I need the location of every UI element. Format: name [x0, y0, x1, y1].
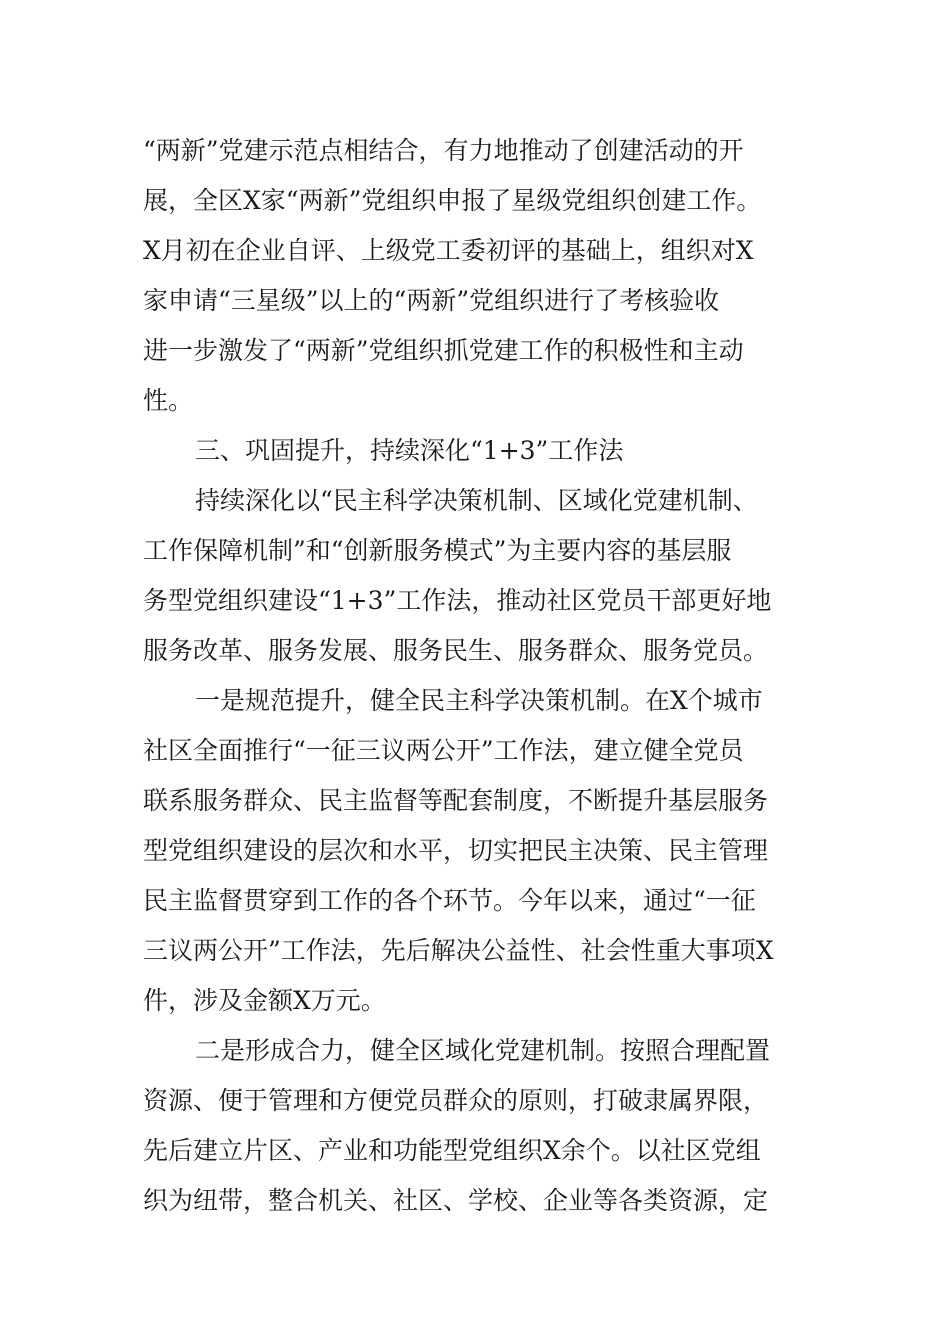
paragraph-line: 件，涉及金额X万元。 [143, 986, 386, 1015]
paragraph-line: 三议两公开”工作法，先后解决公益性、社会性重大事项X [143, 936, 774, 965]
paragraph-line: “两新”党建示范点相结合，有力地推动了创建活动的开 [143, 136, 744, 165]
paragraph-line: 织为纽带，整合机关、社区、学校、企业等各类资源，定 [143, 1186, 769, 1215]
paragraph-line: 持续深化以“民主科学决策机制、区域化党建机制、 [195, 486, 758, 515]
section-heading: 三、巩固提升，持续深化“1+3”工作法 [195, 436, 624, 465]
paragraph-line: 家申请“三星级”以上的“两新”党组织进行了考核验收 [143, 286, 720, 315]
paragraph-line: 务型党组织建设“1+3”工作法，推动社区党员干部更好地 [143, 586, 772, 615]
paragraph-line: 工作保障机制”和“创新服务模式”为主要内容的基层服 [143, 536, 732, 565]
paragraph-line: 进一步激发了“两新”党组织抓党建工作的积极性和主动 [143, 336, 744, 365]
paragraph-line: 民主监督贯穿到工作的各个环节。今年以来，通过“一征 [143, 886, 756, 915]
paragraph-line: 性。 [143, 386, 194, 415]
paragraph-line: 二是形成合力，健全区域化党建机制。按照合理配置 [195, 1036, 771, 1065]
paragraph-line: 展，全区X家“两新”党组织申报了星级党组织创建工作。 [143, 186, 762, 215]
paragraph-line: 资源、便于管理和方便党员群众的原则，打破隶属界限， [143, 1086, 769, 1115]
paragraph-line: 先后建立片区、产业和功能型党组织X余个。以社区党组 [143, 1136, 761, 1165]
paragraph-line: X月初在企业自评、上级党工委初评的基础上，组织对X [143, 236, 754, 265]
paragraph-line: 型党组织建设的层次和水平，切实把民主决策、民主管理 [143, 836, 769, 865]
document-body [143, 126, 833, 1226]
paragraph-line: 一是规范提升，健全民主科学决策机制。在X个城市 [195, 686, 763, 715]
paragraph-line: 社区全面推行“一征三议两公开”工作法，建立健全党员 [143, 736, 744, 765]
paragraph-line: 服务改革、服务发展、服务民生、服务群众、服务党员。 [143, 636, 769, 665]
paragraph-line: 联系服务群众、民主监督等配套制度，不断提升基层服务 [143, 786, 769, 815]
